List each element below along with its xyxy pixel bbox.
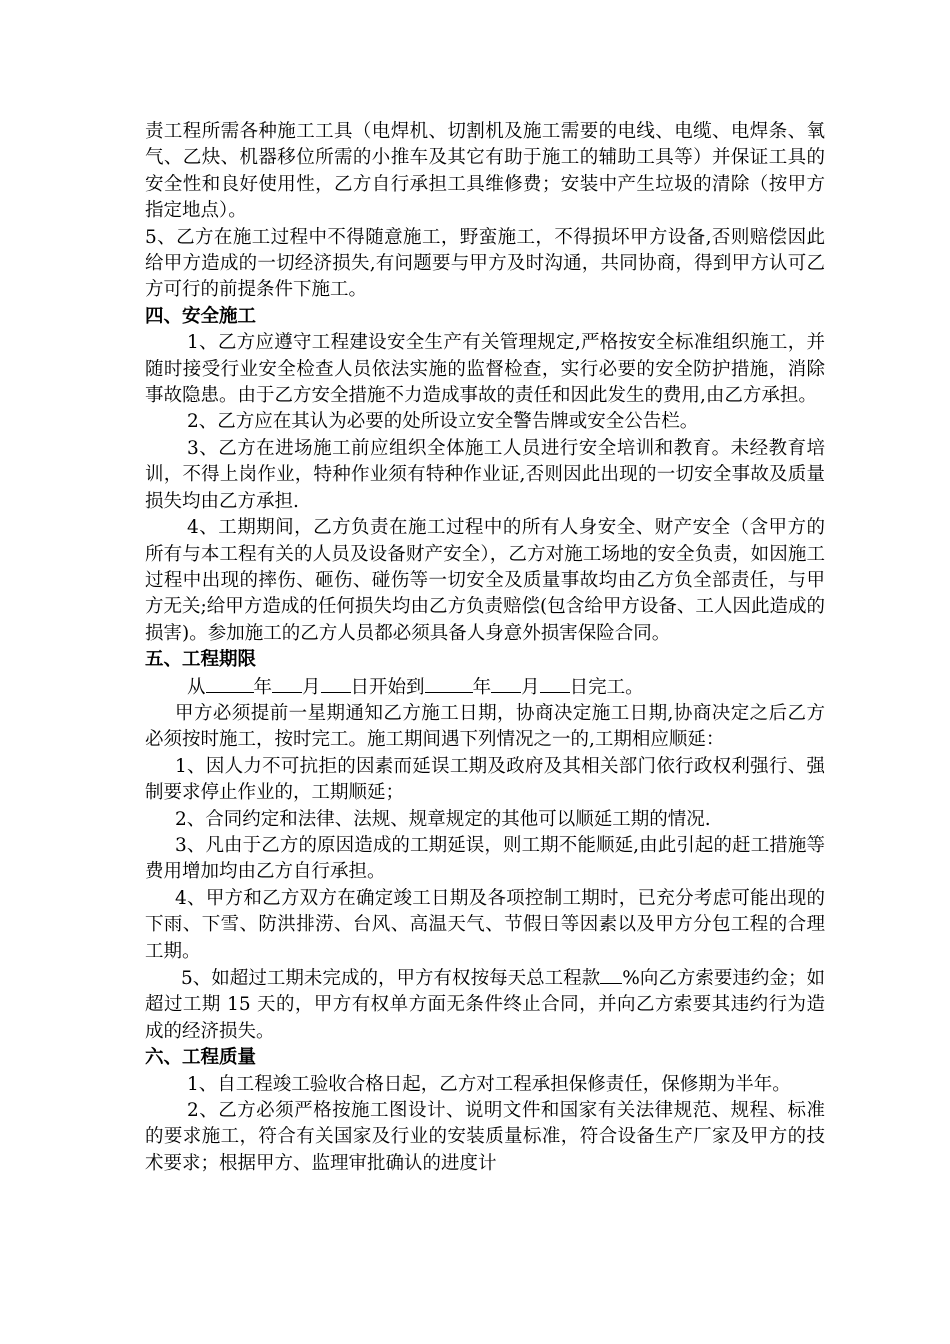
schedule-date-line: [145, 674, 825, 701]
schedule-item-3: 3、凡由于乙方的原因造成的工期延误，则工期不能顺延,由此引起的赶工措施等费用增加均由乙方自行承担。: [145, 834, 825, 883]
quality-item-2: 2、乙方必须严格按施工图设计、说明文件和国家有关法律规范、规程、标准的要求施工，符合有关国家及行业的安装质量标准，符合设备生产厂家及甲方的技术要求；根据甲方、监理审批确认的进度计: [145, 1100, 825, 1174]
section-heading-quality: 六、工程质量: [145, 1047, 257, 1069]
date-from-label: 从: [187, 676, 206, 698]
end-day-blank[interactable]: [540, 674, 570, 693]
safety-item-3: 3、乙方在进场施工前应组织全体施工人员进行安全培训和教育。未经教育培训，不得上岗作业，特种作业须有特种作业证,否则因此出现的一切安全事故及质量损失均由乙方承担.: [145, 437, 825, 512]
date-year-label: 年: [253, 676, 273, 698]
schedule-item-5: [145, 965, 825, 1045]
section-heading-schedule: 五、工程期限: [145, 649, 257, 671]
penalty-text-start: 5、如超过工期未完成的，甲方有权按每天总工程款: [181, 968, 601, 989]
date-month-label-2: 月: [521, 676, 540, 698]
penalty-text-end: %向乙方索要违约金；如超过工期 15 天的，甲方有权单方面无条件终止合同，并向乙方索要其违约行为造成的经济损失。: [145, 968, 825, 1042]
end-month-blank[interactable]: [491, 674, 521, 693]
penalty-percent-blank[interactable]: [600, 965, 622, 984]
quality-item-1: 1、自工程竣工验收合格日起，乙方对工程承担保修责任，保修期为半年。: [187, 1073, 791, 1095]
paragraph-tools-continued: 责工程所需各种施工工具（电焊机、切割机及施工需要的电线、电缆、电焊条、氧气、乙炔、机器移位所需的小推车及其它有助于施工的辅助工具等）并保证工具的安全性和良好使用性，乙方自行承担工具维修费；安装中产生垃圾的清除（按甲方指定地点）。: [145, 121, 825, 222]
safety-item-2: 2、乙方应在其认为必要的处所设立安全警告牌或安全公告栏。: [187, 411, 699, 433]
start-month-blank[interactable]: [272, 674, 302, 693]
document-body: [145, 119, 825, 1177]
date-start-label: 日开始到: [350, 676, 425, 698]
schedule-item-1: 1、因人力不可抗拒的因素而延误工期及政府及其相关部门依行政权利强行、强制要求停止作业的，工期顺延；: [145, 755, 825, 804]
schedule-intro: 甲方必须提前一星期通知乙方施工日期，协商决定施工日期,协商决定之后乙方必须按时施工，按时完工。施工期间遇下列情况之一的,工期相应顺延：: [145, 702, 825, 751]
start-day-blank[interactable]: [321, 674, 351, 693]
schedule-item-2: 2、合同约定和法律、法规、规章规定的其他可以顺延工期的情况.: [175, 808, 711, 830]
start-year-blank[interactable]: [206, 674, 254, 693]
paragraph-item-5: 5、乙方在施工过程中不得随意施工，野蛮施工，不得损坏甲方设备,否则赔偿因此给甲方造成的一切经济损失,有问题要与甲方及时沟通，共同协商，得到甲方认可乙方可行的前提条件下施工。: [145, 226, 825, 301]
schedule-item-4: 4、甲方和乙方双方在确定竣工日期及各项控制工期时，已充分考虑可能出现的下雨、下雪、防洪排涝、台风、高温天气、节假日等因素以及甲方分包工程的合理工期。: [145, 887, 825, 962]
section-heading-safety: 四、安全施工: [145, 305, 257, 327]
date-year-label-2: 年: [472, 676, 492, 698]
date-end-label: 日完工。: [569, 676, 644, 698]
safety-item-1: 1、乙方应遵守工程建设安全生产有关管理规定,严格按安全标准组织施工，并随时接受行业安全检查人员依法实施的监督检查，实行必要的安全防护措施，消除事故隐患。由于乙方安全措施不力造成事故的责任和因此发生的费用,由乙方承担。: [145, 332, 825, 407]
date-month-label: 月: [302, 676, 321, 698]
end-year-blank[interactable]: [425, 674, 473, 693]
safety-item-4: 4、工期期间，乙方负责在施工过程中的所有人身安全、财产安全（含甲方的所有与本工程有关的人员及设备财产安全），乙方对施工场地的安全负责，如因施工过程中出现的摔伤、砸伤、碰伤等一切安全及质量事故均由乙方负全部责任，与甲方无关;给甲方造成的任何损失均由乙方负责赔偿(包含给甲方设备、工人因此造成的损害)。参加施工的乙方人员都必须具备人身意外损害保险合同。: [145, 517, 825, 644]
